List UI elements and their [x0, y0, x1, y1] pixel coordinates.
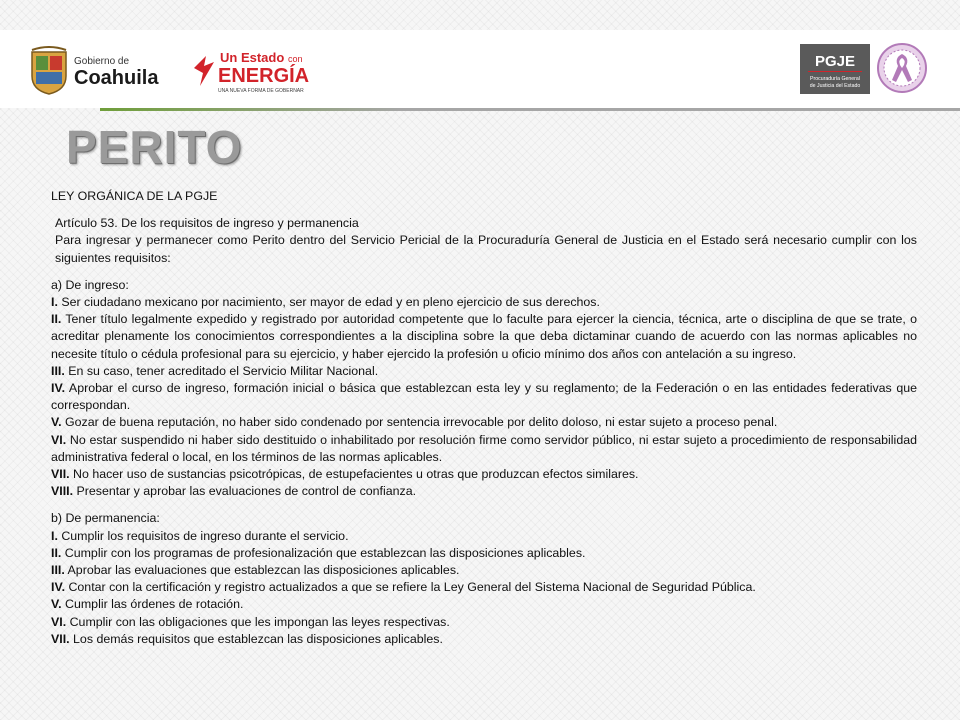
intro-paragraph: Para ingresar y permanecer como Perito dentro del Servicio Pericial de la Procuraduría General de Justicia en el Estado será necesario cumplir con los siguientes requisitos: [55, 233, 917, 265]
un-estado-con-energia-logo [192, 46, 332, 96]
list-item: VII. No hacer uso de sustancias psicotrópicas, de estupefacientes u otras que produzcan efectos similares. [51, 467, 639, 482]
law-title: LEY ORGÁNICA DE LA PGJE [51, 189, 218, 203]
energia-tagline: UNA NUEVA FORMA DE GOBERNAR [218, 88, 304, 94]
list-item: VII. Los demás requisitos que establezcan las disposiciones aplicables. [51, 631, 443, 646]
pgje-subtitle-1: Procuraduría General [810, 76, 860, 82]
list-item: I. Cumplir los requisitos de ingreso durante el servicio. [51, 528, 349, 543]
coat-of-arms-icon [32, 47, 66, 94]
list-item: II. Cumplir con los programas de profesionalización que establezcan las disposiciones aplicables. [51, 545, 586, 560]
gov-small-text: Gobierno de [74, 56, 130, 67]
list-item: III. En su caso, tener acreditado el Servicio Militar Nacional. [51, 363, 379, 378]
pgje-label: PGJE [814, 53, 856, 70]
awareness-ribbon-seal [876, 42, 928, 94]
list-item: III. Aprobar las evaluaciones que establezcan las disposiciones aplicables. [51, 563, 460, 578]
coahuila-coat-of-arms-logo [28, 46, 178, 96]
energia-con-text: con [288, 54, 303, 64]
list-item: VI. Cumplir con las obligaciones que les impongan las leyes respectivas. [51, 614, 450, 629]
gov-big-text: Coahuila [74, 67, 159, 89]
energia-big-text: ENERGÍA [218, 65, 310, 87]
pgje-logo [800, 44, 870, 94]
list-item: I. Ser ciudadano mexicano por nacimiento, ser mayor de edad y en pleno ejercicio de sus derechos. [51, 295, 600, 310]
ingreso-heading: a) De ingreso: [51, 277, 129, 292]
permanencia-heading: b) De permanencia: [51, 511, 160, 526]
header-divider [100, 108, 960, 111]
pgje-subtitle-2: de Justicia del Estado [809, 83, 861, 89]
law-text-body [51, 188, 917, 648]
list-item: VI. No estar suspendido ni haber sido destituido o inhabilitado por resolución firme como servidor público, ni estar sujeto a procedimiento de responsabilidad administrativa federal o local, en los términos de las normas aplicables. [51, 432, 917, 464]
list-item: V. Gozar de buena reputación, no haber sido condenado por sentencia irrevocable por delito doloso, ni estar sujeto a proceso penal. [51, 415, 778, 430]
list-item: V. Cumplir las órdenes de rotación. [51, 597, 244, 612]
energia-top-text: Un Estado [220, 50, 285, 65]
list-item: IV. Aprobar el curso de ingreso, formación inicial o básica que establezcan esta ley y su reglamento; de la Federación o en las entidades federativas que correspondan. [51, 381, 917, 413]
list-item: VIII. Presentar y aprobar las evaluaciones de control de confianza. [51, 484, 417, 499]
energia-bolt-icon [194, 56, 214, 86]
list-item: IV. Contar con la certificación y registro actualizados a que se refiere la Ley General del Sistema Nacional de Seguridad Pública. [51, 580, 756, 595]
article-heading: Artículo 53. De los requisitos de ingreso y permanencia [55, 216, 359, 231]
list-item: II. Tener título legalmente expedido y registrado por autoridad competente que lo faculte para ejercer la ciencia, técnica, arte o disciplina de que se trate, o acreditar plenamente los conocimientos correspondientes a la disciplina sobre la que deba dictaminar cuando de acuerdo con las normas aplicables no necesite título o cédula profesional para su ejercicio, y haber ejercido la profesión u oficio mínimo dos años con antelación a su ingreso. [51, 312, 917, 361]
page-title: PERITO [66, 121, 243, 173]
